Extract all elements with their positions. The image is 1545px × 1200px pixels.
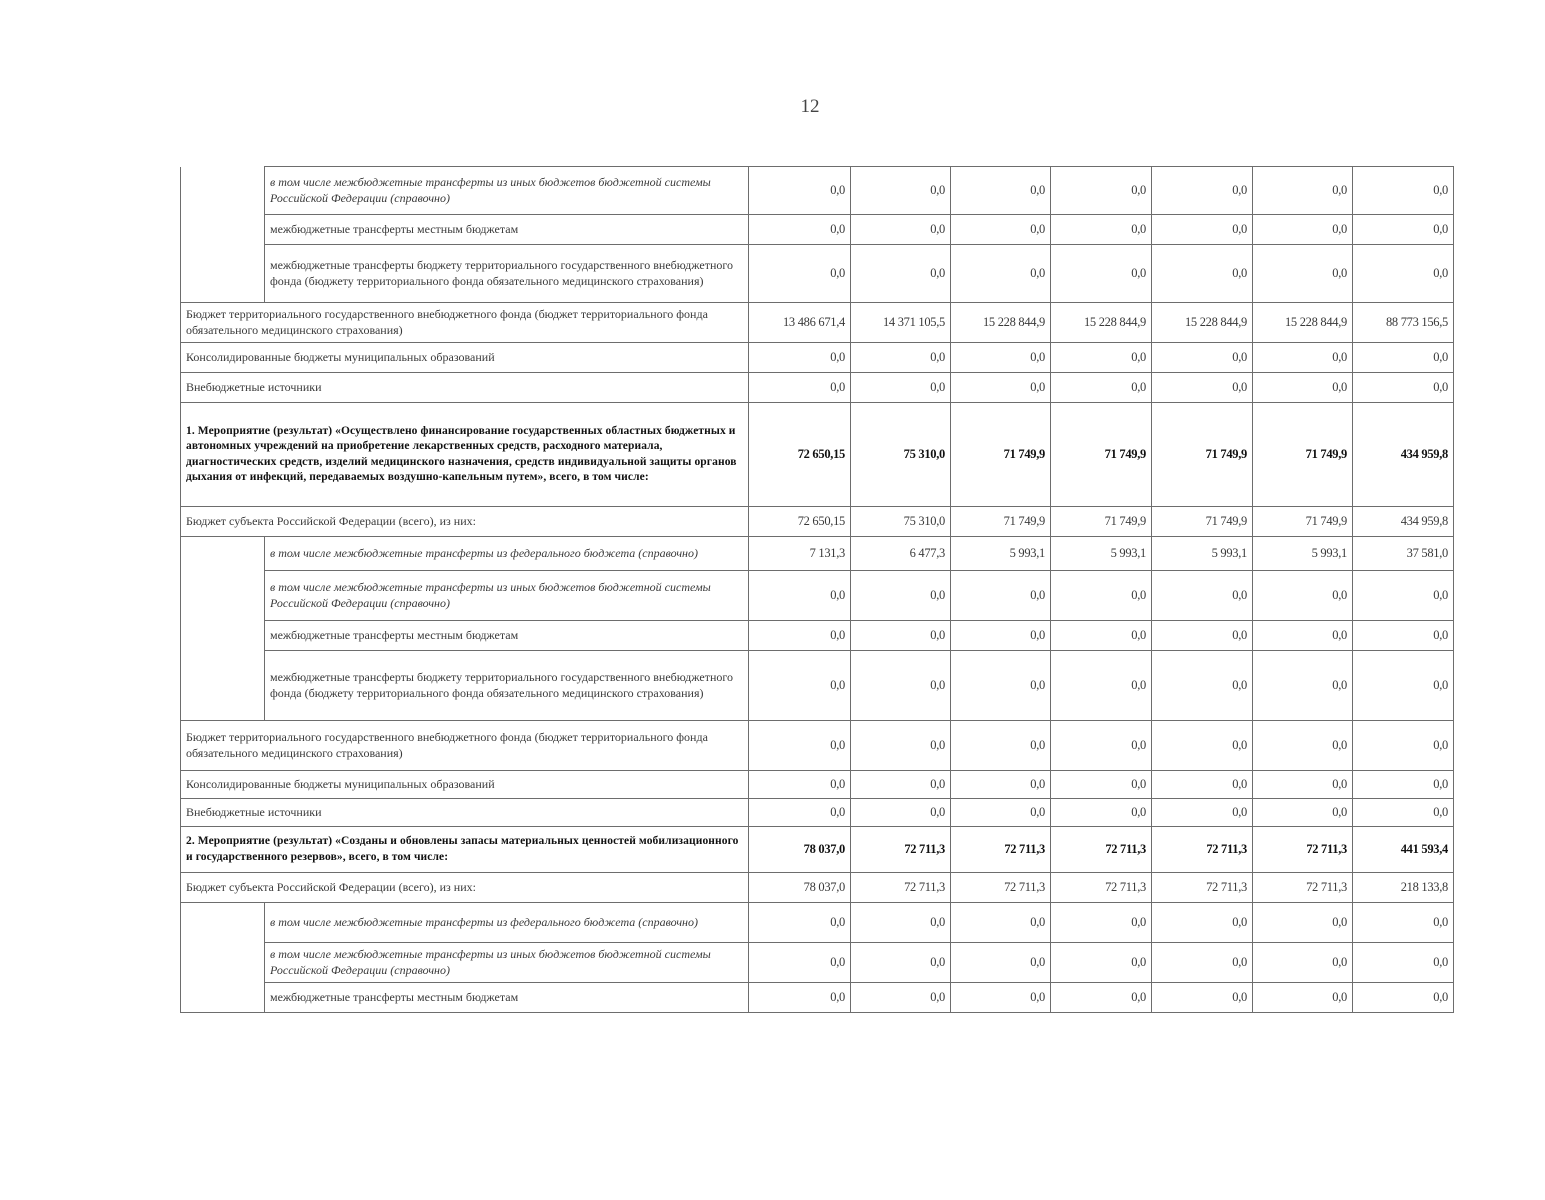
value-cell: 0,0 [851,903,951,943]
row-label: 1. Мероприятие (результат) «Осуществлено финансирование государственных областных бюджетных и автономных учреждений на приобретение лекарственных средств, расходного материала, диагностических средств, изделий медицинского назначения, средств индивидуальной защиты органов дыхания от инфекций, передаваемых воздушно-капельным путем», всего, в том числе: [181,403,749,507]
value-cell: 0,0 [1353,621,1454,651]
value-cell: 0,0 [749,215,851,245]
table-row [181,621,1454,651]
row-label: межбюджетные трансферты бюджету территориального государственного внебюджетного фонда (бюджету территориального фонда обязательного медицинского страхования) [265,245,749,303]
value-cell: 72 711,3 [1152,873,1253,903]
table-row [181,983,1454,1013]
value-cell: 0,0 [1051,799,1152,827]
row-label: Бюджет территориального государственного внебюджетного фонда (бюджет территориального фонда обязательного медицинского страхования) [181,721,749,771]
value-cell: 434 959,8 [1353,507,1454,537]
table-row [181,943,1454,983]
value-cell: 75 310,0 [851,507,951,537]
value-cell: 0,0 [951,215,1051,245]
value-cell: 0,0 [851,621,951,651]
value-cell: 0,0 [1353,167,1454,215]
value-cell: 0,0 [749,373,851,403]
row-label: Бюджет субъекта Российской Федерации (всего), из них: [181,507,749,537]
value-cell: 0,0 [851,983,951,1013]
indent-cell [181,903,265,943]
indent-cell [181,537,265,571]
value-cell: 0,0 [749,167,851,215]
value-cell: 15 228 844,9 [951,303,1051,343]
value-cell: 0,0 [1051,373,1152,403]
value-cell: 37 581,0 [1353,537,1454,571]
value-cell: 5 993,1 [951,537,1051,571]
value-cell: 15 228 844,9 [1152,303,1253,343]
table-row [181,651,1454,721]
value-cell: 0,0 [1051,343,1152,373]
value-cell: 0,0 [851,215,951,245]
value-cell: 0,0 [851,771,951,799]
value-cell: 0,0 [951,903,1051,943]
value-cell: 0,0 [1152,943,1253,983]
value-cell: 0,0 [1253,215,1353,245]
value-cell: 0,0 [951,721,1051,771]
value-cell: 0,0 [951,799,1051,827]
value-cell: 0,0 [1051,245,1152,303]
value-cell: 0,0 [1353,651,1454,721]
value-cell: 5 993,1 [1152,537,1253,571]
value-cell: 0,0 [1253,721,1353,771]
value-cell: 72 650,15 [749,403,851,507]
value-cell: 0,0 [951,343,1051,373]
value-cell: 0,0 [951,571,1051,621]
value-cell: 72 711,3 [1051,873,1152,903]
value-cell: 0,0 [951,245,1051,303]
value-cell: 15 228 844,9 [1253,303,1353,343]
value-cell: 72 711,3 [1253,873,1353,903]
value-cell: 14 371 105,5 [851,303,951,343]
value-cell: 71 749,9 [1051,403,1152,507]
row-label: в том числе межбюджетные трансферты из федерального бюджета (справочно) [265,903,749,943]
value-cell: 71 749,9 [1253,403,1353,507]
value-cell: 72 650,15 [749,507,851,537]
value-cell: 0,0 [1253,571,1353,621]
table-row [181,903,1454,943]
value-cell: 0,0 [1353,983,1454,1013]
row-label: межбюджетные трансферты местным бюджетам [265,983,749,1013]
value-cell: 5 993,1 [1051,537,1152,571]
value-cell: 0,0 [749,943,851,983]
value-cell: 72 711,3 [851,827,951,873]
row-label: 2. Мероприятие (результат) «Созданы и обновлены запасы материальных ценностей мобилизационного и государственного резервов», всего, в том числе: [181,827,749,873]
value-cell: 0,0 [1051,215,1152,245]
value-cell: 0,0 [851,373,951,403]
row-label: межбюджетные трансферты местным бюджетам [265,621,749,651]
value-cell: 71 749,9 [1152,507,1253,537]
value-cell: 0,0 [1353,721,1454,771]
table-row [181,571,1454,621]
value-cell: 0,0 [851,571,951,621]
value-cell: 0,0 [749,245,851,303]
indent-cell [181,983,265,1013]
value-cell: 0,0 [1253,621,1353,651]
value-cell: 0,0 [1253,943,1353,983]
value-cell: 88 773 156,5 [1353,303,1454,343]
indent-cell [181,215,265,245]
table-row [181,167,1454,215]
value-cell: 0,0 [951,167,1051,215]
value-cell: 0,0 [1353,943,1454,983]
value-cell: 0,0 [1152,373,1253,403]
value-cell: 441 593,4 [1353,827,1454,873]
row-label: в том числе межбюджетные трансферты из иных бюджетов бюджетной системы Российской Федерации (справочно) [265,943,749,983]
value-cell: 72 711,3 [951,873,1051,903]
value-cell: 0,0 [851,799,951,827]
value-cell: 0,0 [1051,167,1152,215]
row-label: Внебюджетные источники [181,799,749,827]
indent-cell [181,651,265,721]
value-cell: 72 711,3 [851,873,951,903]
row-label: Консолидированные бюджеты муниципальных образований [181,771,749,799]
value-cell: 434 959,8 [1353,403,1454,507]
value-cell: 6 477,3 [851,537,951,571]
value-cell: 0,0 [749,771,851,799]
value-cell: 0,0 [1051,571,1152,621]
value-cell: 0,0 [1253,167,1353,215]
row-label: Консолидированные бюджеты муниципальных образований [181,343,749,373]
value-cell: 0,0 [749,571,851,621]
value-cell: 218 133,8 [1353,873,1454,903]
value-cell: 0,0 [951,373,1051,403]
value-cell: 0,0 [1253,983,1353,1013]
value-cell: 0,0 [951,771,1051,799]
value-cell: 0,0 [1253,373,1353,403]
value-cell: 72 711,3 [1152,827,1253,873]
value-cell: 0,0 [851,721,951,771]
indent-cell [181,245,265,303]
table-row [181,403,1454,507]
value-cell: 0,0 [1253,245,1353,303]
indent-cell [181,943,265,983]
table-row [181,537,1454,571]
value-cell: 0,0 [1353,343,1454,373]
value-cell: 0,0 [749,799,851,827]
value-cell: 0,0 [1152,245,1253,303]
table-row [181,373,1454,403]
value-cell: 0,0 [1152,343,1253,373]
table-row [181,507,1454,537]
indent-cell [181,167,265,215]
value-cell: 0,0 [749,343,851,373]
row-label: в том числе межбюджетные трансферты из иных бюджетов бюджетной системы Российской Федерации (справочно) [265,167,749,215]
value-cell: 0,0 [1051,651,1152,721]
table-row [181,245,1454,303]
value-cell: 72 711,3 [1051,827,1152,873]
value-cell: 0,0 [1152,571,1253,621]
table-row [181,771,1454,799]
value-cell: 0,0 [851,343,951,373]
value-cell: 0,0 [1353,373,1454,403]
value-cell: 0,0 [851,943,951,983]
table-row [181,827,1454,873]
value-cell: 0,0 [1253,771,1353,799]
indent-cell [181,621,265,651]
value-cell: 0,0 [951,651,1051,721]
value-cell: 0,0 [1051,983,1152,1013]
value-cell: 71 749,9 [1051,507,1152,537]
value-cell: 0,0 [951,983,1051,1013]
value-cell: 0,0 [1152,651,1253,721]
value-cell: 0,0 [1253,343,1353,373]
value-cell: 0,0 [749,903,851,943]
value-cell: 13 486 671,4 [749,303,851,343]
value-cell: 71 749,9 [1152,403,1253,507]
value-cell: 5 993,1 [1253,537,1353,571]
value-cell: 78 037,0 [749,827,851,873]
value-cell: 0,0 [1152,721,1253,771]
value-cell: 0,0 [951,943,1051,983]
table-row [181,215,1454,245]
value-cell: 0,0 [1051,943,1152,983]
value-cell: 0,0 [1051,621,1152,651]
value-cell: 0,0 [1353,903,1454,943]
row-label: в том числе межбюджетные трансферты из федерального бюджета (справочно) [265,537,749,571]
value-cell: 0,0 [749,651,851,721]
table-row [181,721,1454,771]
value-cell: 0,0 [1051,771,1152,799]
table-row [181,873,1454,903]
value-cell: 7 131,3 [749,537,851,571]
value-cell: 0,0 [1353,771,1454,799]
value-cell: 0,0 [1152,799,1253,827]
row-label: межбюджетные трансферты бюджету территориального государственного внебюджетного фонда (бюджету территориального фонда обязательного медицинского страхования) [265,651,749,721]
value-cell: 0,0 [1353,245,1454,303]
value-cell: 71 749,9 [951,507,1051,537]
value-cell: 0,0 [1152,771,1253,799]
value-cell: 75 310,0 [851,403,951,507]
value-cell: 0,0 [1353,215,1454,245]
indent-cell [181,571,265,621]
row-label: Бюджет территориального государственного внебюджетного фонда (бюджет территориального фонда обязательного медицинского страхования) [181,303,749,343]
value-cell: 0,0 [851,167,951,215]
row-label: Внебюджетные источники [181,373,749,403]
value-cell: 0,0 [749,983,851,1013]
row-label: межбюджетные трансферты местным бюджетам [265,215,749,245]
value-cell: 0,0 [1253,903,1353,943]
value-cell: 0,0 [1353,799,1454,827]
row-label: Бюджет субъекта Российской Федерации (всего), из них: [181,873,749,903]
value-cell: 78 037,0 [749,873,851,903]
value-cell: 72 711,3 [1253,827,1353,873]
table-row [181,799,1454,827]
value-cell: 0,0 [1051,721,1152,771]
value-cell: 71 749,9 [1253,507,1353,537]
value-cell: 72 711,3 [951,827,1051,873]
value-cell: 0,0 [1152,621,1253,651]
value-cell: 0,0 [1152,983,1253,1013]
value-cell: 0,0 [951,621,1051,651]
value-cell: 0,0 [1152,167,1253,215]
table-row [181,343,1454,373]
value-cell: 0,0 [1152,903,1253,943]
page-number: 12 [800,96,820,117]
value-cell: 0,0 [749,721,851,771]
value-cell: 15 228 844,9 [1051,303,1152,343]
table-row [181,303,1454,343]
value-cell: 71 749,9 [951,403,1051,507]
value-cell: 0,0 [1051,903,1152,943]
value-cell: 0,0 [1353,571,1454,621]
row-label: в том числе межбюджетные трансферты из иных бюджетов бюджетной системы Российской Федерации (справочно) [265,571,749,621]
budget-table [180,166,1454,1013]
value-cell: 0,0 [1253,799,1353,827]
value-cell: 0,0 [749,621,851,651]
value-cell: 0,0 [851,245,951,303]
value-cell: 0,0 [1253,651,1353,721]
value-cell: 0,0 [851,651,951,721]
value-cell: 0,0 [1152,215,1253,245]
